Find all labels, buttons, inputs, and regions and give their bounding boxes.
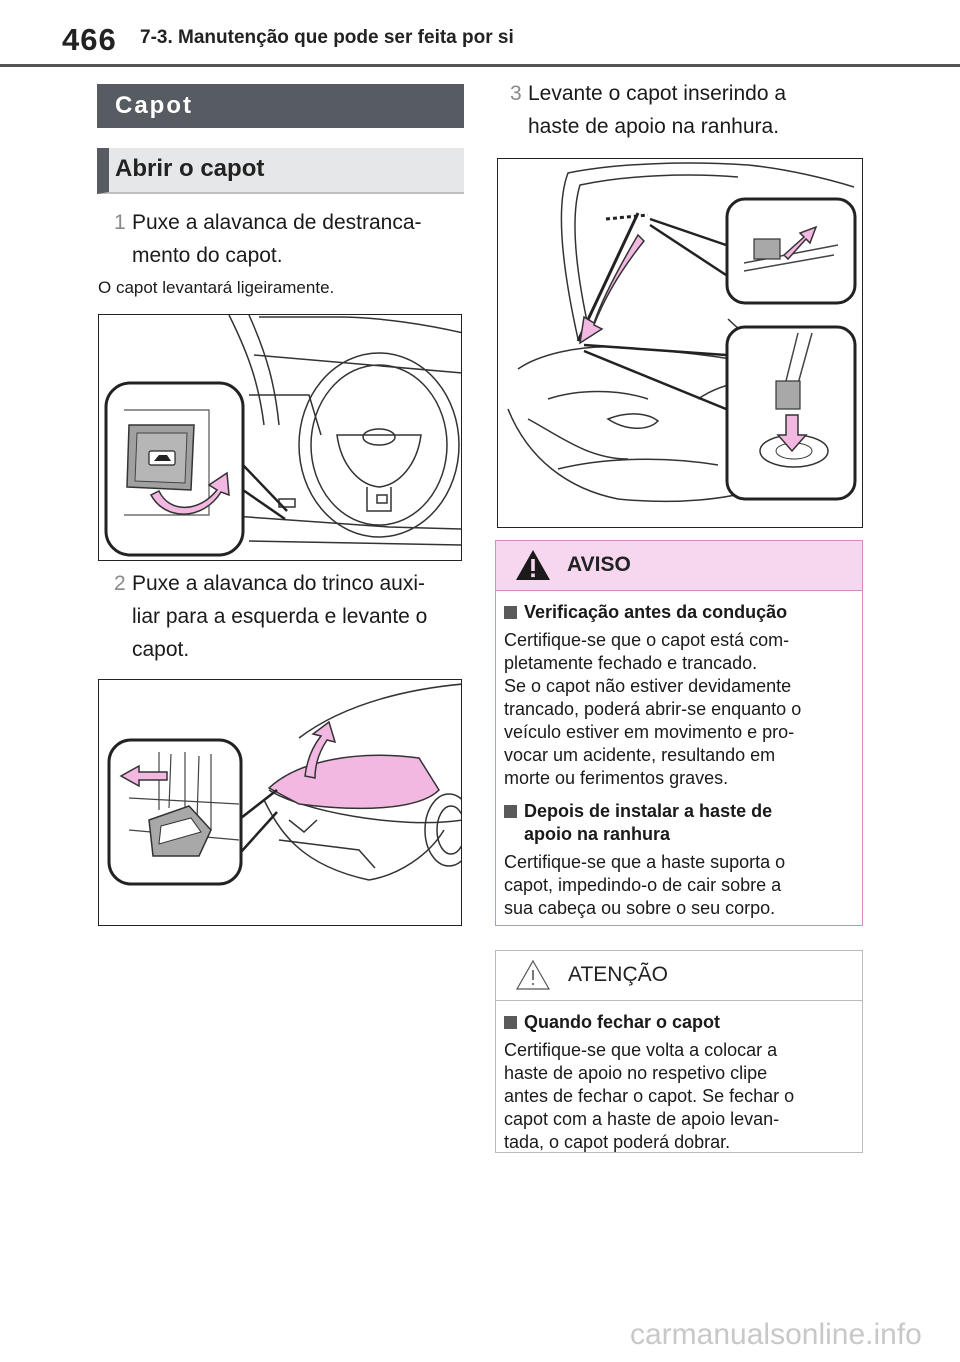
notice-body [496, 1001, 862, 1154]
item-title-text: Quando fechar o capot [524, 1012, 721, 1032]
warning-header [496, 541, 862, 591]
step-text-line: Puxe a alavanca de destranca- [132, 211, 422, 234]
notice-label: ATENÇÃO [568, 963, 668, 986]
subsection-title: Abrir o capot [115, 155, 265, 182]
text-line: pletamente fechado e trancado. [504, 653, 758, 673]
section-title-bar [97, 84, 464, 128]
step-2 [114, 567, 462, 666]
step-text-line: mento do capot. [132, 244, 283, 267]
figure-auxiliary-catch-lever [98, 679, 462, 926]
text-line: trancado, poderá abrir-se enquanto o [504, 699, 802, 719]
step-text-line: Puxe a alavanca do trinco auxi- [132, 572, 426, 595]
warning-item-text [504, 851, 848, 920]
step-text-line: haste de apoio na ranhura. [528, 115, 780, 138]
bullet-square-icon [504, 1016, 517, 1029]
step-1 [114, 206, 462, 272]
step-text-line: Levante o capot inserindo a [528, 82, 787, 105]
text-line: capot com a haste de apoio levan- [504, 1109, 780, 1129]
subsection-title-bar [97, 148, 464, 194]
page-number: 466 [62, 22, 117, 57]
step-3 [510, 77, 868, 143]
text-line: tada, o capot poderá dobrar. [504, 1132, 731, 1152]
warning-label: AVISO [567, 553, 631, 576]
header-divider [0, 64, 960, 67]
step-1-note: O capot levantará ligeiramente. [98, 278, 335, 297]
step-number: 2 [114, 572, 126, 595]
figure-hood-release-lever [98, 314, 462, 561]
warning-triangle-icon [514, 548, 552, 582]
notice-header [496, 951, 862, 1001]
item-title-text: Depois de instalar a haste de [524, 801, 773, 821]
text-line: veículo estiver em movimento e pro- [504, 722, 795, 742]
text-line: sua cabeça ou sobre o seu corpo. [504, 898, 776, 918]
item-title-text: apoio na ranhura [524, 824, 671, 844]
warning-item-title [504, 800, 848, 846]
step-text-line: capot. [132, 638, 190, 661]
text-line: morte ou ferimentos graves. [504, 768, 729, 788]
warning-body [496, 591, 862, 920]
text-line: capot, impedindo-o de cair sobre a [504, 875, 782, 895]
text-line: Se o capot não estiver devidamente [504, 676, 792, 696]
bullet-square-icon [504, 606, 517, 619]
text-line: antes de fechar o capot. Se fechar o [504, 1086, 795, 1106]
warning-item-title [504, 601, 848, 624]
warning-box [495, 540, 863, 926]
warning-item-text [504, 629, 848, 790]
text-line: Certifique-se que o capot está com- [504, 630, 790, 650]
page-header [0, 0, 960, 68]
item-title-text: Verificação antes da condução [524, 602, 788, 622]
step-text-line: liar para a esquerda e levante o [132, 605, 428, 628]
chapter-title: 7-3. Manutenção que pode ser feita por si [140, 27, 514, 48]
text-line: Certifique-se que volta a colocar a [504, 1040, 778, 1060]
section-title: Capot [115, 92, 193, 119]
step-number: 3 [510, 82, 522, 105]
caution-triangle-icon [514, 958, 552, 992]
figure-support-rod [497, 158, 863, 528]
step-number: 1 [114, 211, 126, 234]
notice-item-title [504, 1011, 848, 1034]
notice-box [495, 950, 863, 1153]
text-line: Certifique-se que a haste suporta o [504, 852, 786, 872]
text-line: haste de apoio no respetivo clipe [504, 1063, 768, 1083]
watermark: carmanualsonline.info [630, 1318, 922, 1351]
notice-item-text [504, 1039, 848, 1154]
bullet-square-icon [504, 805, 517, 818]
text-line: vocar um acidente, resultando em [504, 745, 776, 765]
